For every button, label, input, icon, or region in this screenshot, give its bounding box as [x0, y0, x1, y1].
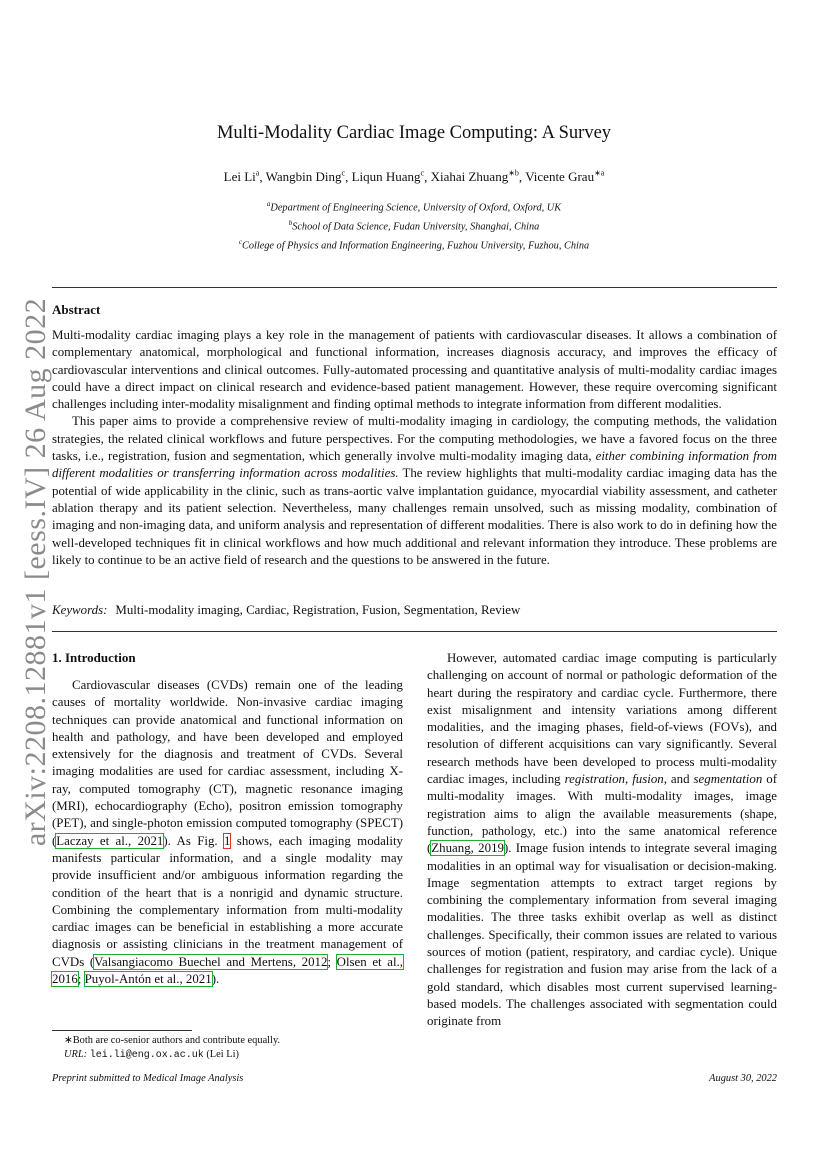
author-list: Lei Li$^a$, Wangbin Ding$^c$, Liqun Huang$^c$, Xiahai Zhuang$^{∗b}$, Vicente Grau$^{∗a}$	[223, 169, 605, 185]
footer-journal: Preprint submitted to Medical Image Analysis	[52, 1073, 244, 1084]
paper-title: Multi-Modality Cardiac Image Computing: A Survey	[216, 123, 612, 143]
abstract-paragraph: This paper aims to provide a comprehensive review of multi-modality imaging in cardiology, the computing methods, the validation strategies, the related clinical workflows and future perspectives. For the computing methodologies, we have a favored focus on the three tasks, i.e., registration, fusion and segmentation, which generally involve multi-modality imaging data, either combining information from different modalities or transferring information across modalities. The review highlights that multi-modality cardiac imaging data has the potential of wide applicability in the clinic, such as trans-aortic valve implantation guidance, myocardial viability assessment, and catheter ablation therapy and its patient selection. Nevertheless, many challenges remain unsolved, such as missing modality, combination of imaging and non-imaging data, and uniform analysis and representation of different modalities. There is also work to do in defining how the well-developed techniques fit in clinical workflows and how much additional and relevant information they introduce. These problems are likely to continue to be an active field of research and the questions to be answered in the future.	[52, 414, 777, 567]
footer-date: August 30, 2022	[709, 1073, 777, 1084]
email-link[interactable]: lei.li@eng.ox.ac.uk	[89, 1050, 204, 1061]
footnote: ∗Both are co-senior authors and contribute equally.	[64, 1035, 281, 1046]
right-column	[427, 650, 777, 1031]
author: Lei Li$^a$	[223, 169, 260, 185]
left-column	[52, 677, 403, 988]
citation-link[interactable]: Olsen et al., 2016	[52, 954, 403, 987]
author: Liqun Huang$^c$	[351, 169, 425, 185]
abstract-heading: Abstract	[52, 302, 101, 317]
footnote-url: URL: lei.li@eng.ox.ac.uk (Lei Li)	[64, 1049, 239, 1061]
citation-link[interactable]: Valsangiacomo Buechel and Mertens, 2012	[94, 954, 328, 969]
footnotes	[52, 1034, 403, 1063]
citation-link[interactable]: Laczay et al., 2021	[56, 833, 164, 848]
keywords	[52, 603, 777, 618]
keywords-text: Multi-modality imaging, Cardiac, Registration, Fusion, Segmentation, Review	[115, 603, 521, 617]
section-heading-introduction: 1. Introduction	[52, 650, 136, 665]
footnote-rule	[52, 1030, 192, 1031]
citation-link[interactable]: Zhuang, 2019	[431, 841, 504, 856]
intro-paragraph: Cardiovascular diseases (CVDs) remain one of the leading causes of mortality worldwide. Non-invasive cardiac imaging techniques can provide anatomical and functional information on health and pathology, and have been developed and employed extensively for the diagnosis and treatment of CVDs. Several imaging modalities are used for cardiac assessment, including X-ray, computed tomography (CT), magnetic resonance imaging (MRI), echocardiography (Echo), positron emission tomography (PET), and single-photon emission computed tomography (SPECT) (Laczay et al., 2021). As Fig. 1 shows, each imaging modality manifests particular information, and a single modality may provide insufficient and/or ambiguous information regarding the condition of the heart that is a nonrigid and dynamic structure. Combining the complementary information from multi-modality cardiac images can be beneficial in establishing a more accurate diagnosis or assisting clinicians in the treatment management of CVDs (Valsangiacomo Buechel and Mertens, 2012; Olsen et al., 2016; Puyol-Antón et al., 2021).	[52, 678, 403, 987]
author: Xiahai Zhuang$^{∗b}$	[430, 169, 519, 185]
author: Wangbin Ding$^c$	[265, 169, 346, 185]
keywords-label: Keywords:	[52, 603, 108, 617]
citation-link[interactable]: Puyol-Antón et al., 2021	[84, 972, 212, 987]
abstract-paragraph: Multi-modality cardiac imaging plays a key role in the management of patients with cardiovascular diseases. It allows a combination of complementary anatomical, morphological and functional information, increases diagnosis accuracy, and improves the efficacy of cardiovascular interventions and clinical outcomes. Fully-automated processing and quantitative analysis of multi-modality cardiac images could have a direct impact on clinical research and evidence-based patient management. However, these require overcoming significant challenges including inter-modality misalignment and finding optimal methods to integrate information from different modalities.	[52, 328, 777, 412]
bottom-rule	[52, 631, 777, 632]
arxiv-stamp-text: arXiv:2208.12881v1 [eess.IV] 26 Aug 2022	[19, 297, 52, 847]
affiliation: $^c$College of Physics and Information Engineering, Fuzhou University, Fuzhou, China	[238, 237, 590, 252]
author: Vicente Grau$^{∗a}$	[525, 169, 605, 185]
abstract-body	[52, 327, 777, 569]
figure-link[interactable]: 1	[224, 833, 231, 848]
intro-paragraph: However, automated cardiac image computing is particularly challenging on account of normal or pathologic deformation of the heart during the respiratory and cardiac cycle. Furthermore, there exist misalignment and intensity variations among different modalities, and the imaging phases, field-of-views (FOVs), and resolution of different acquisitions can vary significantly. Several research methods have been developed to process multi-modality cardiac images, including registration, fusion, and segmentation of multi-modality images. With multi-modality images, image registration aims to align the available measurements (shape, function, pathology, etc.) into the same anatomical reference (Zhuang, 2019). Image fusion intends to integrate several imaging modalities in an optimal way for visualisation or decision-making. Image segmentation attempts to extract target regions by combining the complementary information from several imaging modalities. The three tasks exhibit overlap as well as distinct challenges. Specifically, their common issues are related to various sources of motion (patient, respiratory, and cardiac cycle). Unique challenges for registration and fusion may arise from the lack of a gold standard, which disables most current supervised learning-based models. The challenges associated with segmentation could originate from	[427, 651, 778, 1029]
affiliations	[0, 197, 828, 254]
affiliation: $^a$Department of Engineering Science, University of Oxford, Oxford, UK	[266, 200, 562, 214]
affiliation: $^b$School of Data Science, Fudan University, Shanghai, China	[288, 218, 540, 233]
top-rule	[52, 287, 777, 288]
